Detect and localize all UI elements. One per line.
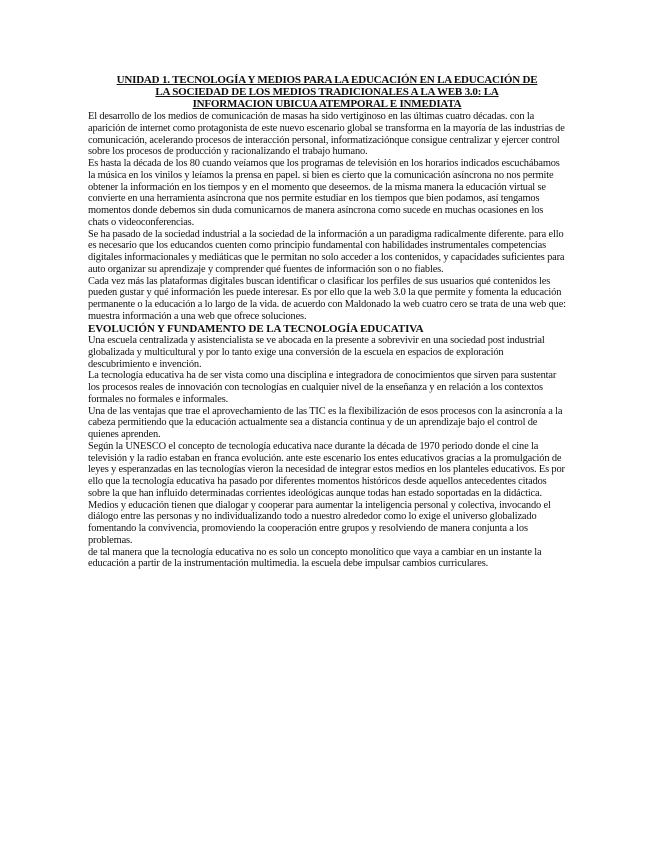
title-line: LA SOCIEDAD DE LOS MEDIOS TRADICIONALES A LA WEB 3.0: LA [155, 86, 499, 98]
paragraph: Medios y educación tienen que dialogar y cooperar para aumentar la inteligencia personal y colectiva, invocando el diálogo entre las personas y no individualizando todo a nuestro alrededor como lo exige el universo globalizado fomentando la convivencia, promoviendo la cooperación entre grupos y resolviendo de manera conjunta a los problemas. [88, 499, 551, 546]
paragraph: Cada vez más las plataformas digitales buscan identificar o clasificar los perfiles de sus usuarios qué contenidos les pueden gustar y qué información les puede interesar. Es por ello que la web 3.0 la que permite y fomenta la educación permanente o la educación a lo largo de la vida. de acuerdo con Maldonado la web cuatro cero se trata de una web que: muestra información a una web que ofrece soluciones. [88, 275, 566, 322]
paragraph: Según la UNESCO el concepto de tecnología educativa nace durante la década de 1970 periodo donde el cine la televisión y la radio estaban en franca evolución. ante este escenario los entes educativos gracias a la promulgación de leyes y esperanzadas en las tecnologías vieron la necesidad de integrar estos medios en los planteles educativos. Es por ello que la tecnología educativa ha pasado por diferentes momentos históricos desde aquellos antecedentes citados sobre la que han influido determinadas corrientes ideológicas aunque todas han estado soportadas en la didáctica. [88, 440, 565, 499]
document-content [88, 74, 566, 570]
paragraph: Se ha pasado de la sociedad industrial a la sociedad de la información a un paradigma radicalmente diferente. para ello es necesario que los educandos cuenten como principio fundamental con habilidades instrumentales competencias digitales informacionales y mediáticas que le permitan no solo acceder a los contenidos, y capacidades suficientes para auto organizar su aprendizaje y comprender qué fuentes de información son o no fiables. [88, 228, 565, 275]
title-line: INFORMACION UBICUA ATEMPORAL E INMEDIATA [192, 98, 462, 110]
paragraph: de tal manera que la tecnología educativa no es solo un concepto monolítico que vaya a cambiar en un instante la educación a partir de la instrumentación multimedia. la escuela debe impulsar cambios curriculares. [88, 546, 542, 570]
paragraph: Una de las ventajas que trae el aprovechamiento de las TIC es la flexibilización de esos procesos con la asincronía a la cabeza permitiendo que la educación actualmente sea a distancia continua y de un aprendizaje bajo el control de quienes aprenden. [88, 405, 563, 440]
paragraph: Es hasta la década de los 80 cuando veíamos que los programas de televisión en los horarios indicados escuchábamos la música en los vinilos y leíamos la prensa en papel. si bien es cierto que la comunicación asíncrona no nos permite obtener la información en los tiempos y en el momento que deseemos. de la misma manera la educación virtual se convierte en una herramienta asíncrona que nos permite estudiar en los tiempos que bien podamos, así tengamos momentos donde debemos sin duda comunicarnos de manera asíncrona como sucede en muchas ocasiones en los chats o videoconferencias. [88, 158, 560, 228]
paragraph: Una escuela centralizada y asistencialista se ve abocada en la presente a sobrevivir en una sociedad post industrial globalizada y multicultural y por lo tanto exige una conversión de la escuela en espacios de exploración descubrimiento e invención. [88, 335, 545, 370]
document-title [88, 74, 566, 110]
paragraph: La tecnología educativa ha de ser vista como una disciplina e integradora de conocimientos que sirven para sustentar los procesos reales de innovación con tecnologías en cualquier nivel de la enseñanza y en relación a los contextos formales no formales e informales. [88, 370, 557, 405]
title-line: UNIDAD 1. TECNOLOGÍA Y MEDIOS PARA LA EDUCACIÓN EN LA EDUCACIÓN DE [116, 74, 538, 86]
section-heading: EVOLUCIÓN Y FUNDAMENTO DE LA TECNOLOGÍA EDUCATIVA [88, 322, 424, 335]
paragraph: El desarrollo de los medios de comunicación de masas ha sido vertiginoso en las últimas cuatro décadas. con la aparición de internet como protagonista de este nuevo escenario global se transforma en la mayoría de las industrias de comunicación, acelerando procesos de interacción personal, informatizaciónque consigue centralizar y ejercer control sobre los procesos de producción y racionalizando el trabajo humano. [88, 111, 565, 158]
